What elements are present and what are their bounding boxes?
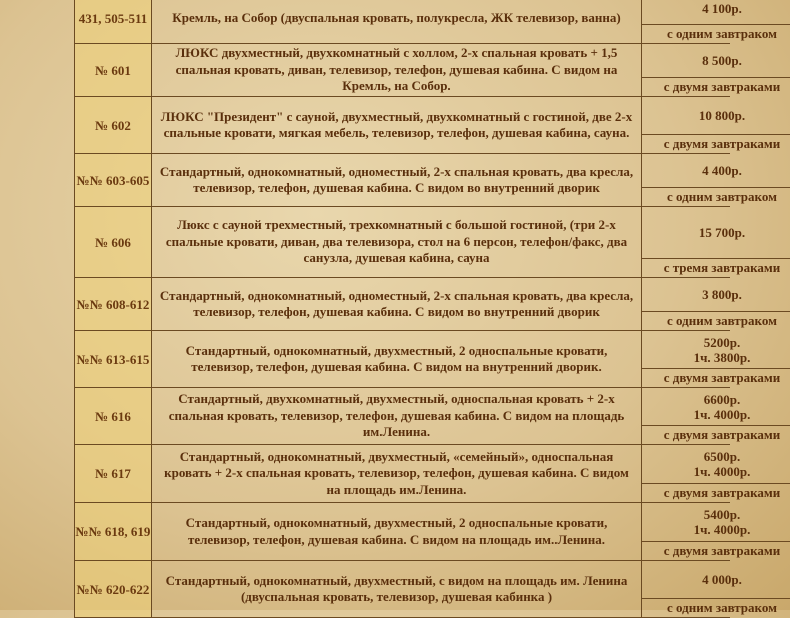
price-values — [642, 278, 790, 311]
room-number: № 601 — [74, 44, 152, 96]
breakfast-note: с одним завтраком — [642, 24, 790, 43]
breakfast-note: с двумя завтраками — [642, 425, 790, 444]
room-number: № 602 — [74, 97, 152, 153]
price-value: 10 800р. — [698, 108, 746, 123]
room-number: № 606 — [74, 207, 152, 277]
price-value: 5400р. — [703, 507, 741, 522]
room-number: 431, 505-511 — [74, 0, 152, 43]
room-number: №№ 603-605 — [74, 154, 152, 206]
room-description: Стандартный, однокомнатный, одноместный, 2-х спальная кровать, два кресла, телевизор, телефон, душевая кабина. С видом во внутренний дворик — [152, 278, 642, 330]
room-number: №№ 618, 619 — [74, 503, 152, 560]
price-value: 1ч. 4000р. — [693, 464, 751, 479]
price-cell — [642, 331, 790, 387]
room-description: Стандартный, однокомнатный, двухместный, 2 односпальные кровати, телевизор, телефон, душевая кабина. С видом на внутренний дворик. — [152, 331, 642, 387]
price-value: 4 100р. — [702, 1, 742, 16]
room-description: Кремль, на Собор (двуспальная кровать, полукресла, ЖК телевизор, ванна) — [152, 0, 642, 43]
breakfast-note: с двумя завтраками — [642, 134, 790, 153]
price-value: 1ч. 4000р. — [693, 522, 751, 537]
breakfast-note: с двумя завтраками — [642, 541, 790, 560]
price-values — [642, 0, 790, 24]
room-description: ЛЮКС "Президент" с сауной, двухместный, двухкомнатный с гостиной, две 2-х спальные кровати, мягкая мебель, телевизор, телефон, душевая кабина, сауна. — [152, 97, 642, 153]
room-price-table — [74, 0, 781, 618]
price-cell — [642, 278, 790, 330]
room-description: ЛЮКС двухместный, двухкомнатный с холлом, 2-х спальная кровать + 1,5 спальная кровать, диван, телевизор, телефон, душевая кабина. С видом на Кремль, на Собор. — [152, 44, 642, 96]
price-value: 4 400р. — [702, 163, 742, 178]
breakfast-note: с одним завтраком — [642, 187, 790, 206]
room-number: №№ 613-615 — [74, 331, 152, 387]
price-values — [642, 388, 790, 425]
price-cell — [642, 561, 790, 617]
table-row — [74, 502, 781, 560]
price-values — [642, 561, 790, 598]
price-value: 3 800р. — [702, 287, 742, 302]
price-value: 6500р. — [703, 449, 741, 464]
breakfast-note: с двумя завтраками — [642, 483, 790, 502]
price-value: 15 700р. — [698, 225, 746, 240]
price-cell — [642, 388, 790, 444]
price-value: 5200р. — [703, 334, 741, 350]
table-row — [74, 96, 781, 153]
price-value: 1ч. 3800р. — [693, 349, 751, 365]
table-row — [74, 206, 781, 277]
table-row — [74, 444, 781, 502]
price-values — [642, 331, 790, 368]
table-row — [74, 0, 777, 43]
price-values — [642, 445, 790, 483]
room-description: Стандартный, однокомнатный, двухместный, «семейный», односпальная кровать + 2-х спальная кровать, телевизор, телефон, душевая кабина. С видом на площадь им.Ленина. — [152, 445, 642, 502]
room-number: № 617 — [74, 445, 152, 502]
room-description: Стандартный, однокомнатный, двухместный, 2 односпальные кровати, телевизор, телефон, душевая кабина. С видом на площадь им..Ленина. — [152, 503, 642, 560]
room-description: Стандартный, однокомнатный, двухместный, с видом на площадь им. Ленина (двуспальная кровать, телевизор, душевая кабинка ) — [152, 561, 642, 617]
breakfast-note: с тремя завтраками — [642, 258, 790, 277]
price-cell — [642, 44, 790, 96]
table-row — [74, 560, 777, 618]
room-number: №№ 620-622 — [74, 561, 152, 617]
price-value: 4 000р. — [702, 572, 742, 587]
table-row — [74, 387, 781, 444]
table-row — [74, 43, 781, 96]
breakfast-note: с одним завтраком — [642, 311, 790, 330]
price-cell — [642, 445, 790, 502]
price-value: 6600р. — [703, 391, 741, 407]
price-cell — [642, 503, 790, 560]
price-values — [642, 97, 790, 134]
table-row — [74, 330, 781, 387]
room-description: Люкс с сауной трехместный, трехкомнатный с большой гостиной, (три 2-х спальные кровати, диван, два телевизора, стол на 6 персон, телефон/факс, два санузла, душевая кабина, сауна — [152, 207, 642, 277]
room-description: Стандартный, двухкомнатный, двухместный, односпальная кровать + 2-х спальная кровать, телевизор, телефон, душевая кабина. С видом на площадь им.Ленина. — [152, 388, 642, 444]
price-cell — [642, 207, 790, 277]
price-value: 8 500р. — [702, 53, 742, 68]
price-values — [642, 503, 790, 541]
room-description: Стандартный, однокомнатный, одноместный, 2-х спальная кровать, два кресла, телевизор, телефон, душевая кабина. С видом во внутренний дворик — [152, 154, 642, 206]
room-number: № 616 — [74, 388, 152, 444]
breakfast-note: с двумя завтраками — [642, 368, 790, 387]
price-values — [642, 207, 790, 258]
table-row — [74, 277, 777, 330]
price-values — [642, 154, 790, 187]
room-number: №№ 608-612 — [74, 278, 152, 330]
table-row — [74, 153, 777, 206]
price-cell — [642, 0, 790, 43]
breakfast-note: с двумя завтраками — [642, 77, 790, 96]
price-cell — [642, 154, 790, 206]
price-values — [642, 44, 790, 77]
breakfast-note: с одним завтраком — [642, 598, 790, 617]
price-value: 1ч. 4000р. — [693, 406, 751, 422]
price-cell — [642, 97, 790, 153]
